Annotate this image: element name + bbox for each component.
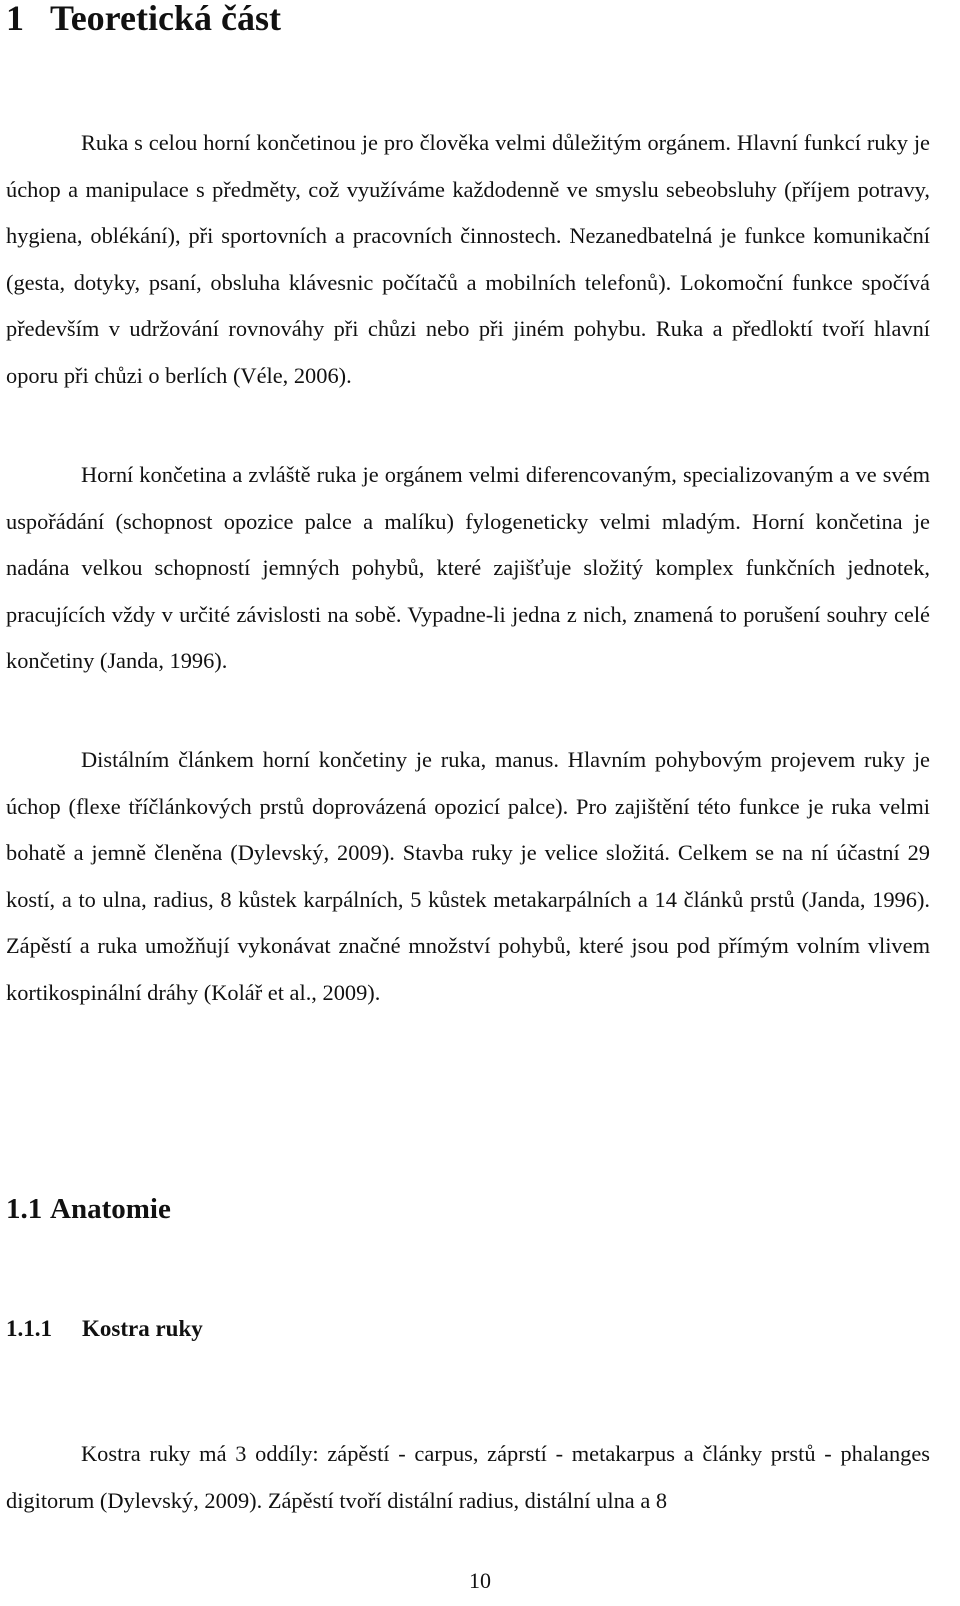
section-number: 1.1 bbox=[6, 1193, 43, 1225]
chapter-heading bbox=[6, 0, 281, 38]
body-paragraph-1: Ruka s celou horní končetinou je pro člověka velmi důležitým orgánem. Hlavní funkcí ruky je úchop a manipulace s předměty, což využíváme každodenně ve smyslu sebeobsluhy (příjem potravy, hygiena, oblékání), při sportovních a pracovních činnostech. Nezanedbatelná je funkce komunikační (gesta, dotyky, psaní, obsluha klávesnic počítačů a mobilních telefonů). Lokomoční funkce spočívá především v udržování rovnováhy při chůzi nebo při jiném pohybu. Ruka a předloktí tvoří hlavní oporu při chůzi o berlích (Véle, 2006). bbox=[6, 130, 930, 388]
body-paragraph-4: Kostra ruky má 3 oddíly: zápěstí - carpus, záprstí - metakarpus a články prstů - phalanges digitorum (Dylevský, 2009). Zápěstí tvoří distální radius, distální ulna a 8 bbox=[6, 1441, 930, 1513]
subsection-number: 1.1.1 bbox=[6, 1316, 52, 1341]
chapter-number: 1 bbox=[6, 0, 24, 38]
page-number: 10 bbox=[469, 1568, 491, 1593]
subsection-title: Kostra ruky bbox=[82, 1316, 203, 1341]
section-heading bbox=[6, 1192, 171, 1226]
section-title: Anatomie bbox=[50, 1193, 171, 1225]
subsection-heading bbox=[6, 1315, 203, 1343]
body-paragraph-2: Horní končetina a zvláště ruka je orgánem velmi diferencovaným, specializovaným a ve svém uspořádání (schopnost opozice palce a malíku) fylogeneticky velmi mladým. Horní končetina je nadána velkou schopností jemných pohybů, které zajišťuje složitý komplex funkčních jednotek, pracujících vždy v určité závislosti na sobě. Vypadne-li jedna z nich, znamená to porušení souhry celé končetiny (Janda, 1996). bbox=[6, 462, 930, 673]
body-paragraph-3: Distálním článkem horní končetiny je ruka, manus. Hlavním pohybovým projevem ruky je úchop (flexe tříčlánkových prstů doprovázená opozicí palce). Pro zajištění této funkce je ruka velmi bohatě a jemně členěna (Dylevský, 2009). Stavba ruky je velice složitá. Celkem se na ní účastní 29 kostí, a to ulna, radius, 8 kůstek karpálních, 5 kůstek metakarpálních a 14 článků prstů (Janda, 1996). Zápěstí a ruka umožňují vykonávat značné množství pohybů, které jsou pod přímým volním vlivem kortikospinální dráhy (Kolář et al., 2009). bbox=[6, 747, 930, 1005]
chapter-title: Teoretická část bbox=[50, 0, 281, 38]
